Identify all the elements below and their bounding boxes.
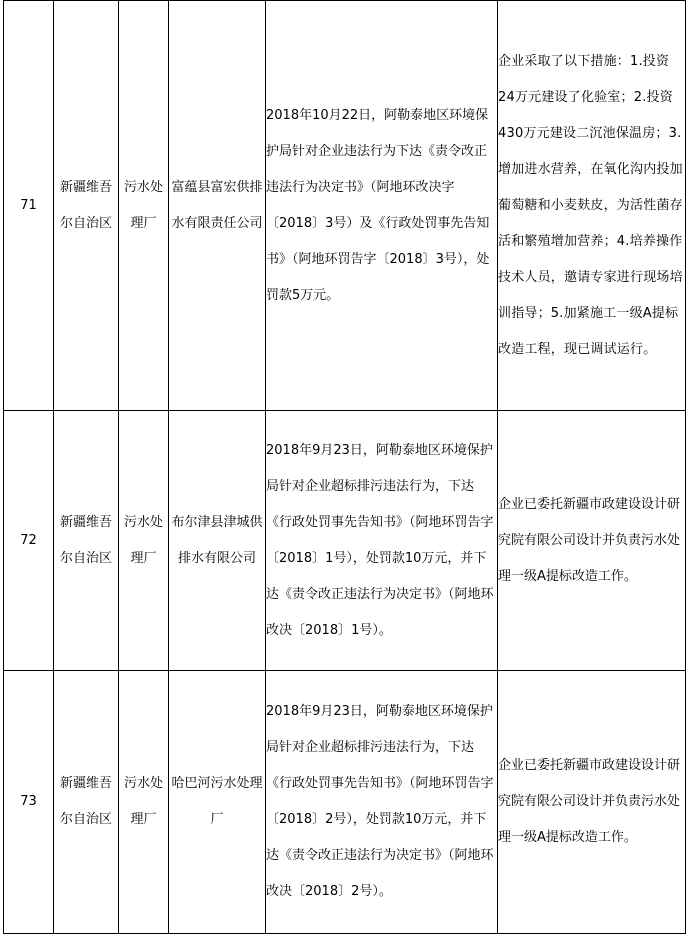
measures-cell: 企业已委托新疆市政建设设计研究院有限公司设计并负责污水处理一级A提标改造工作。 — [498, 411, 686, 671]
table-row — [4, 1, 686, 411]
violation-cell: 2018年9月23日，阿勒泰地区环境保护局针对企业超标排污违法行为，下达《行政处罚事先告知书》（阿地环罚告字〔2018〕1号），处罚款10万元，并下达《责令改正违法行为决定书》（阿地环改决〔2018〕1号）。 — [266, 411, 498, 671]
violation-cell: 2018年9月23日，阿勒泰地区环境保护局针对企业超标排污违法行为，下达《行政处罚事先告知书》（阿地环罚告字〔2018〕2号），处罚款10万元，并下达《责令改正违法行为决定书》（阿地环改决〔2018〕2号）。 — [266, 671, 498, 934]
row-number: 71 — [4, 1, 54, 411]
measures-cell: 企业已委托新疆市政建设设计研究院有限公司设计并负责污水处理一级A提标改造工作。 — [498, 671, 686, 934]
region-cell: 新疆维吾尔自治区 — [54, 671, 119, 934]
violation-cell: 2018年10月22日，阿勒泰地区环境保护局针对企业违法行为下达《责令改正违法行为决定书》（阿地环改决字〔2018〕3号）及《行政处罚事先告知书》（阿地环罚告字〔2018〕3号），处罚款5万元。 — [266, 1, 498, 411]
company-cell: 哈巴河污水处理厂 — [169, 671, 266, 934]
company-cell: 布尔津县津城供排水有限公司 — [169, 411, 266, 671]
row-number: 73 — [4, 671, 54, 934]
penalty-table — [3, 0, 686, 934]
facility-type-cell: 污水处理厂 — [119, 1, 169, 411]
measures-cell: 企业采取了以下措施：1.投资24万元建设了化验室；2.投资430万元建设二沉池保温房；3.增加进水营养，在氧化沟内投加葡萄糖和小麦麸皮，为活性菌存活和繁殖增加营养；4.培养操作技术人员，邀请专家进行现场培训指导；5.加紧施工一级A提标改造工程，现已调试运行。 — [498, 1, 686, 411]
region-cell: 新疆维吾尔自治区 — [54, 411, 119, 671]
row-number: 72 — [4, 411, 54, 671]
facility-type-cell: 污水处理厂 — [119, 671, 169, 934]
facility-type-cell: 污水处理厂 — [119, 411, 169, 671]
region-cell: 新疆维吾尔自治区 — [54, 1, 119, 411]
table-row — [4, 411, 686, 671]
table-row — [4, 671, 686, 934]
company-cell: 富蕴县富宏供排水有限责任公司 — [169, 1, 266, 411]
